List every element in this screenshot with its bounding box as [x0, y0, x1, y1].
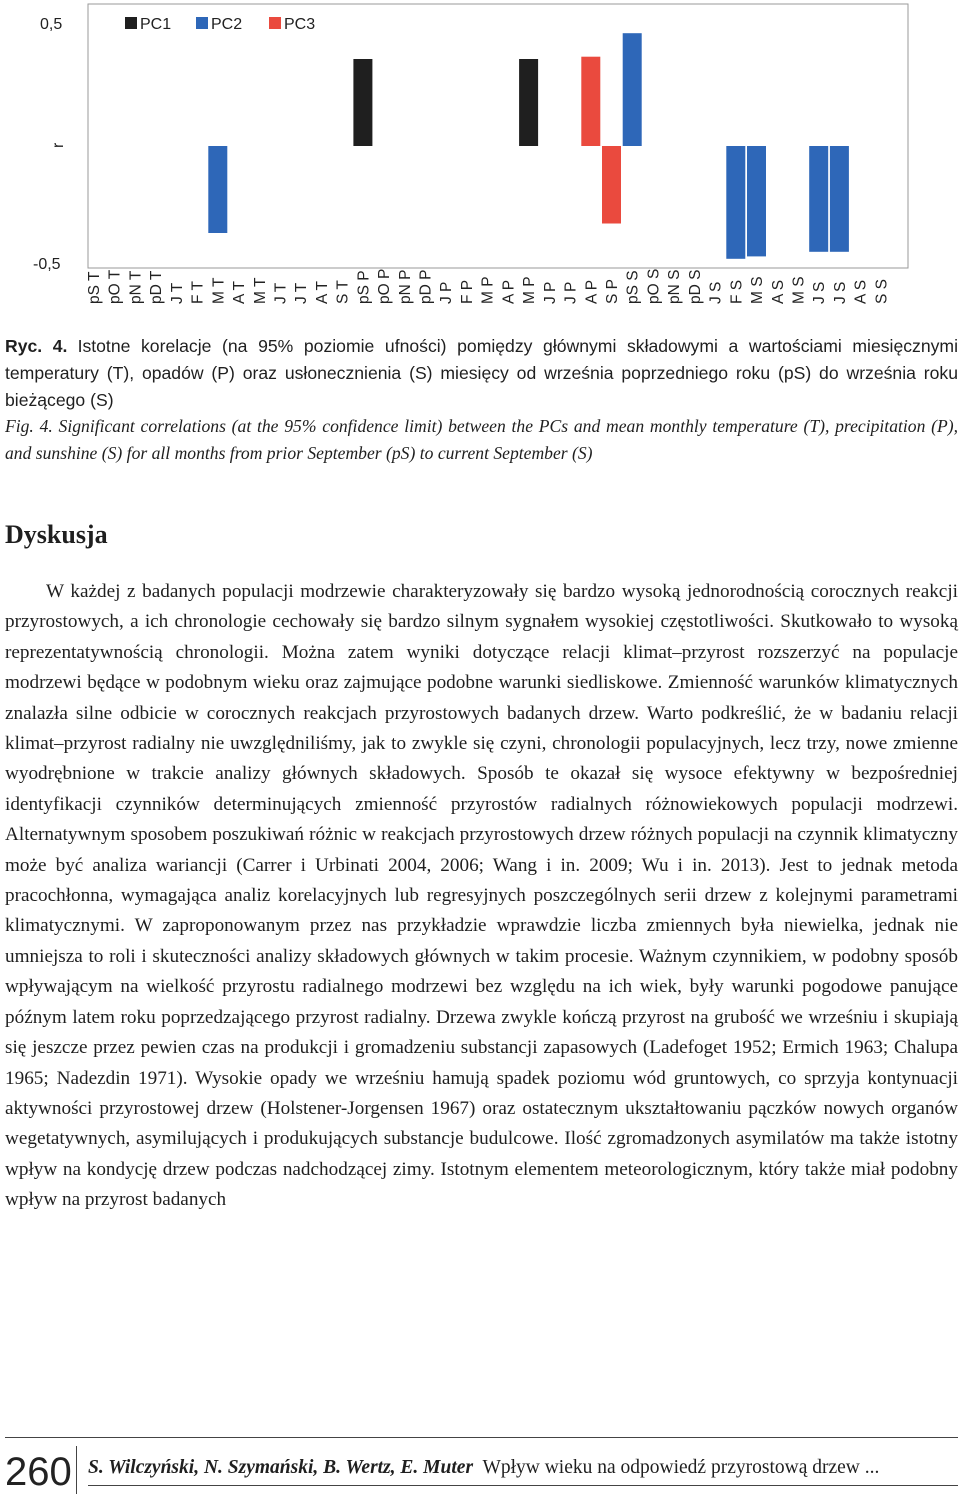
category-label: J P: [438, 281, 456, 304]
chart-svg: [0, 0, 960, 312]
legend-swatch-pc3: [269, 17, 281, 29]
category-label: J P: [562, 281, 580, 304]
category-label: F P: [458, 279, 476, 304]
bar-pc2: [747, 146, 766, 256]
category-label: A S: [769, 279, 787, 304]
bar-pc2: [726, 146, 745, 259]
category-label: pD P: [417, 269, 435, 304]
footer-underline: [88, 1485, 958, 1486]
category-label: M S: [749, 276, 767, 304]
category-label: pN T: [127, 270, 145, 304]
category-labels-group: [86, 269, 890, 304]
bar-pc2: [830, 146, 849, 252]
legend-label-pc3: PC3: [284, 16, 316, 33]
category-label: pD T: [148, 270, 166, 304]
category-label: A S: [852, 279, 870, 304]
category-label: pO P: [376, 268, 394, 304]
footer-title: Wpływ wieku na odpowiedź przyrostową drzew ...: [482, 1457, 880, 1478]
category-label: pS T: [86, 271, 103, 304]
bar-pc2: [623, 33, 642, 146]
ytick-bottom-label: -0,5: [33, 256, 61, 273]
footer-vertical-divider: [76, 1446, 77, 1494]
category-label: M T: [251, 277, 269, 304]
category-label: pN P: [396, 269, 414, 304]
category-label: J S: [831, 281, 849, 304]
category-label: pO S: [645, 268, 663, 304]
category-label: pD S: [686, 269, 704, 304]
legend: [125, 16, 315, 33]
category-label: pO T: [106, 269, 124, 304]
bar-pc3: [602, 146, 621, 224]
correlation-chart: [0, 0, 960, 312]
bar-pc2: [809, 146, 828, 252]
bar-pc3: [581, 57, 600, 146]
category-label: S T: [334, 280, 352, 304]
category-label: A T: [313, 281, 331, 304]
figure-caption-english: Fig. 4. Significant correlations (at the 95% confidence limit) between the PCs and mean monthly temperature (T), precipitation (P), and sunshine (S) for all months from prior September (pS) to current September (S): [5, 416, 958, 463]
category-label: M T: [210, 277, 228, 304]
bar-pc1: [519, 59, 538, 146]
running-footer: [88, 1455, 879, 1481]
category-label: M S: [790, 276, 808, 304]
caption-label: Ryc. 4.: [5, 336, 68, 356]
category-label: J T: [168, 282, 186, 304]
footer-authors: S. Wilczyński, N. Szymański, B. Wertz, E. Muter: [88, 1457, 474, 1478]
category-label: pS S: [624, 270, 642, 304]
category-label: S P: [604, 279, 621, 304]
category-label: J P: [541, 281, 559, 304]
section-heading: Dyskusja: [5, 520, 108, 549]
category-label: F S: [728, 279, 746, 304]
legend-label-pc2: PC2: [211, 16, 243, 33]
bars-group: [208, 33, 849, 259]
category-label: F T: [189, 281, 207, 304]
category-label: J T: [293, 282, 311, 304]
category-label: J S: [707, 281, 725, 304]
body-paragraph: W każdej z badanych populacji modrzewie charakteryzowały się bardzo wysoką jednorodnością corocznych reakcji przyrostowych, a ich chronologie cechowały się bardzo silnym sygnałem wysokiej częstotliwości. Skutkowało to wysoką reprezentatywnością chronologii. Można zatem wyniki dotyczące relacji klimat–przyrost rozszerzyć na populacje modrzewi będące w podobnym wieku oraz zajmujące podobne warunki siedliskowe. Zmienność warunków klimatycznych znalazła silne odbicie w corocznych reakcjach przyrostowych badanych drzew. Warto podkreślić, że w badaniu relacji klimat–przyrost radialny nie uwzględniliśmy, jak to zwykle się czyni, chronologii populacyjnych, lecz trzy, nowe zmienne wyodrębnione w trakcie analizy głównych składowych. Sposób te okazał się wysoce efektywny w bezpośredniej identyfikacji czynników determinujących zmienność przyrostów radialnych różnowiekowych populacji modrzewi. Alternatywnym sposobem poszukiwań różnic w reakcjach przyrostowych drzew różnych populacji na czynnik klimatyczny może być analiza wariancji (Carrer i Urbinati 2004, 2006; Wang i in. 2009; Wu i in. 2013). Jest to jednak metoda pracochłonna, wymagająca analiz korelacyjnych lub regresyjnych poszczególnych serii drzew z kolejnymi parametrami klimatycznymi. W zaproponowanym przez nas przykładzie wprawdzie liczba zmiennych była niewielka, jednak nie umniejsza to roli i skuteczności analizy składowych głównych w takim procesie. Ważnym czynnikiem, w podobny sposób wpływającym na wielkość przyrostu radialnego modrzewi bez względu na ich wiek, były warunki pogodowe panujące późnym latem roku poprzedzającego przyrost radialny. Drzewa zwykle kończą przyrost na grubość we wrześniu i skupiają się jeszcze przez pewien czas na produkcji i gromadzeniu substancji zapasowych (Ladefoget 1952; Ermich 1963; Chalupa 1965; Nadezdin 1971). Wysokie opady we wrześniu hamują spadek poziomu wód gruntowych, co sprzyja kontynuacji aktywności przyrostowej drzew (Holstener-Jorgensen 1967) oraz ostatecznym ukształtowaniu pączków nowych organów wegetatywnych, asymilujących i produkujących substancje budulcowe. Ilość zgromadzonych asymilatów ma także istotny wpływ na kondycję drzew podczas nadchodzącej zimy. Istotnym elementem meteorologicznym, który także miał podobny wpływ na przyrost badanych: [5, 581, 958, 1211]
page-number: 260: [5, 1450, 72, 1494]
caption-text: Istotne korelacje (na 95% poziomie ufności) pomiędzy głównymi składowymi a wartościami miesięcznymi temperatury (T), opadów (P) oraz usłonecznienia (S) miesięcy od września poprzedniego roku (pS) do września roku bieżącego (S): [5, 336, 958, 410]
bar-pc1: [353, 59, 372, 146]
category-label: J S: [811, 281, 829, 304]
legend-swatch-pc1: [125, 17, 137, 29]
figure-caption-polish: [5, 333, 958, 414]
category-label: pN S: [666, 269, 684, 304]
legend-swatch-pc2: [196, 17, 208, 29]
category-label: A P: [500, 279, 518, 304]
bar-pc2: [208, 146, 227, 233]
footer-divider: [5, 1437, 958, 1438]
ytick-top-label: 0,5: [40, 16, 63, 33]
y-axis-label: r: [50, 142, 67, 148]
category-label: S S: [873, 279, 891, 304]
category-label: M P: [521, 276, 539, 304]
category-label: pS P: [355, 270, 373, 304]
category-label: A T: [231, 281, 249, 304]
category-label: M P: [479, 276, 497, 304]
legend-label-pc1: PC1: [140, 16, 172, 33]
category-label: A P: [583, 279, 601, 304]
category-label: J T: [272, 282, 290, 304]
